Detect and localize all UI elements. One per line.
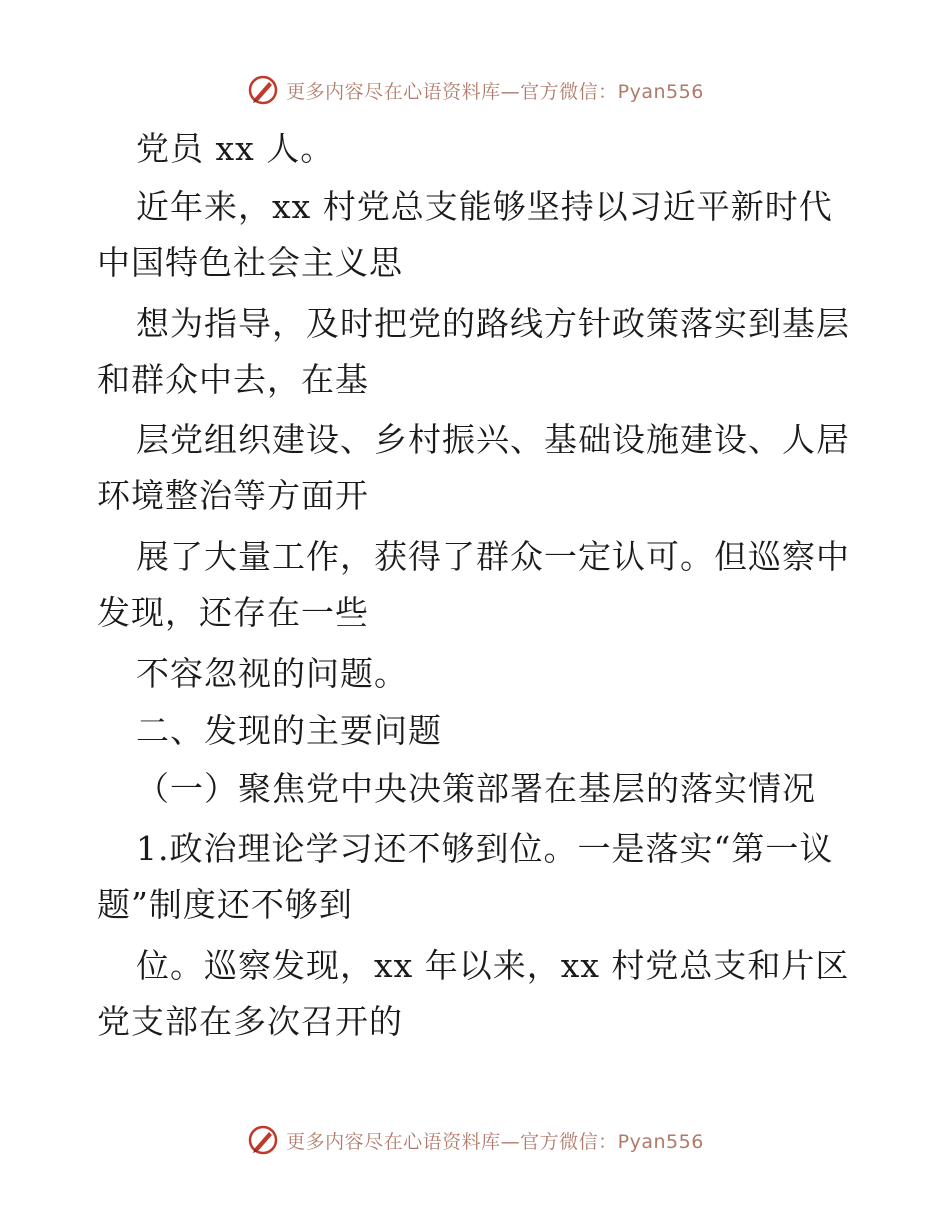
body-line: 层党组织建设、乡村振兴、基础设施建设、人居	[136, 420, 850, 459]
body-line: 题”制度还不够到	[97, 885, 353, 924]
footer-banner-text: 更多内容尽在心语资料库—官方微信：Pyan556	[286, 1130, 704, 1153]
body-line: 位。巡察发现，xx 年以来，xx 村党总支和片区	[136, 946, 850, 985]
body-line: 中国特色社会主义思	[97, 243, 403, 282]
footer-banner	[0, 1120, 950, 1160]
header-banner	[0, 70, 950, 110]
body-line: 和群众中去，在基	[97, 360, 369, 399]
body-line: 近年来，xx 村党总支能够坚持以习近平新时代	[136, 187, 833, 226]
body-line: 不容忽视的问题。	[136, 654, 408, 693]
header-banner-text: 更多内容尽在心语资料库—官方微信：Pyan556	[286, 80, 704, 103]
pen-circle-logo-icon	[246, 73, 280, 107]
subsection-heading: （一）聚焦党中央决策部署在基层的落实情况	[136, 769, 816, 808]
body-line: 环境整治等方面开	[97, 476, 369, 515]
pen-circle-logo-icon	[246, 1123, 280, 1157]
body-line: 1.政治理论学习还不够到位。一是落实“第一议	[136, 829, 834, 868]
body-line: 想为指导，及时把党的路线方针政策落实到基层	[136, 304, 850, 343]
body-line: 党支部在多次召开的	[97, 1002, 403, 1041]
section-heading: 二、发现的主要问题	[136, 711, 442, 750]
body-line: 展了大量工作，获得了群众一定认可。但巡察中	[136, 537, 850, 576]
body-line: 发现，还存在一些	[97, 593, 369, 632]
body-line: 党员 xx 人。	[136, 129, 335, 168]
